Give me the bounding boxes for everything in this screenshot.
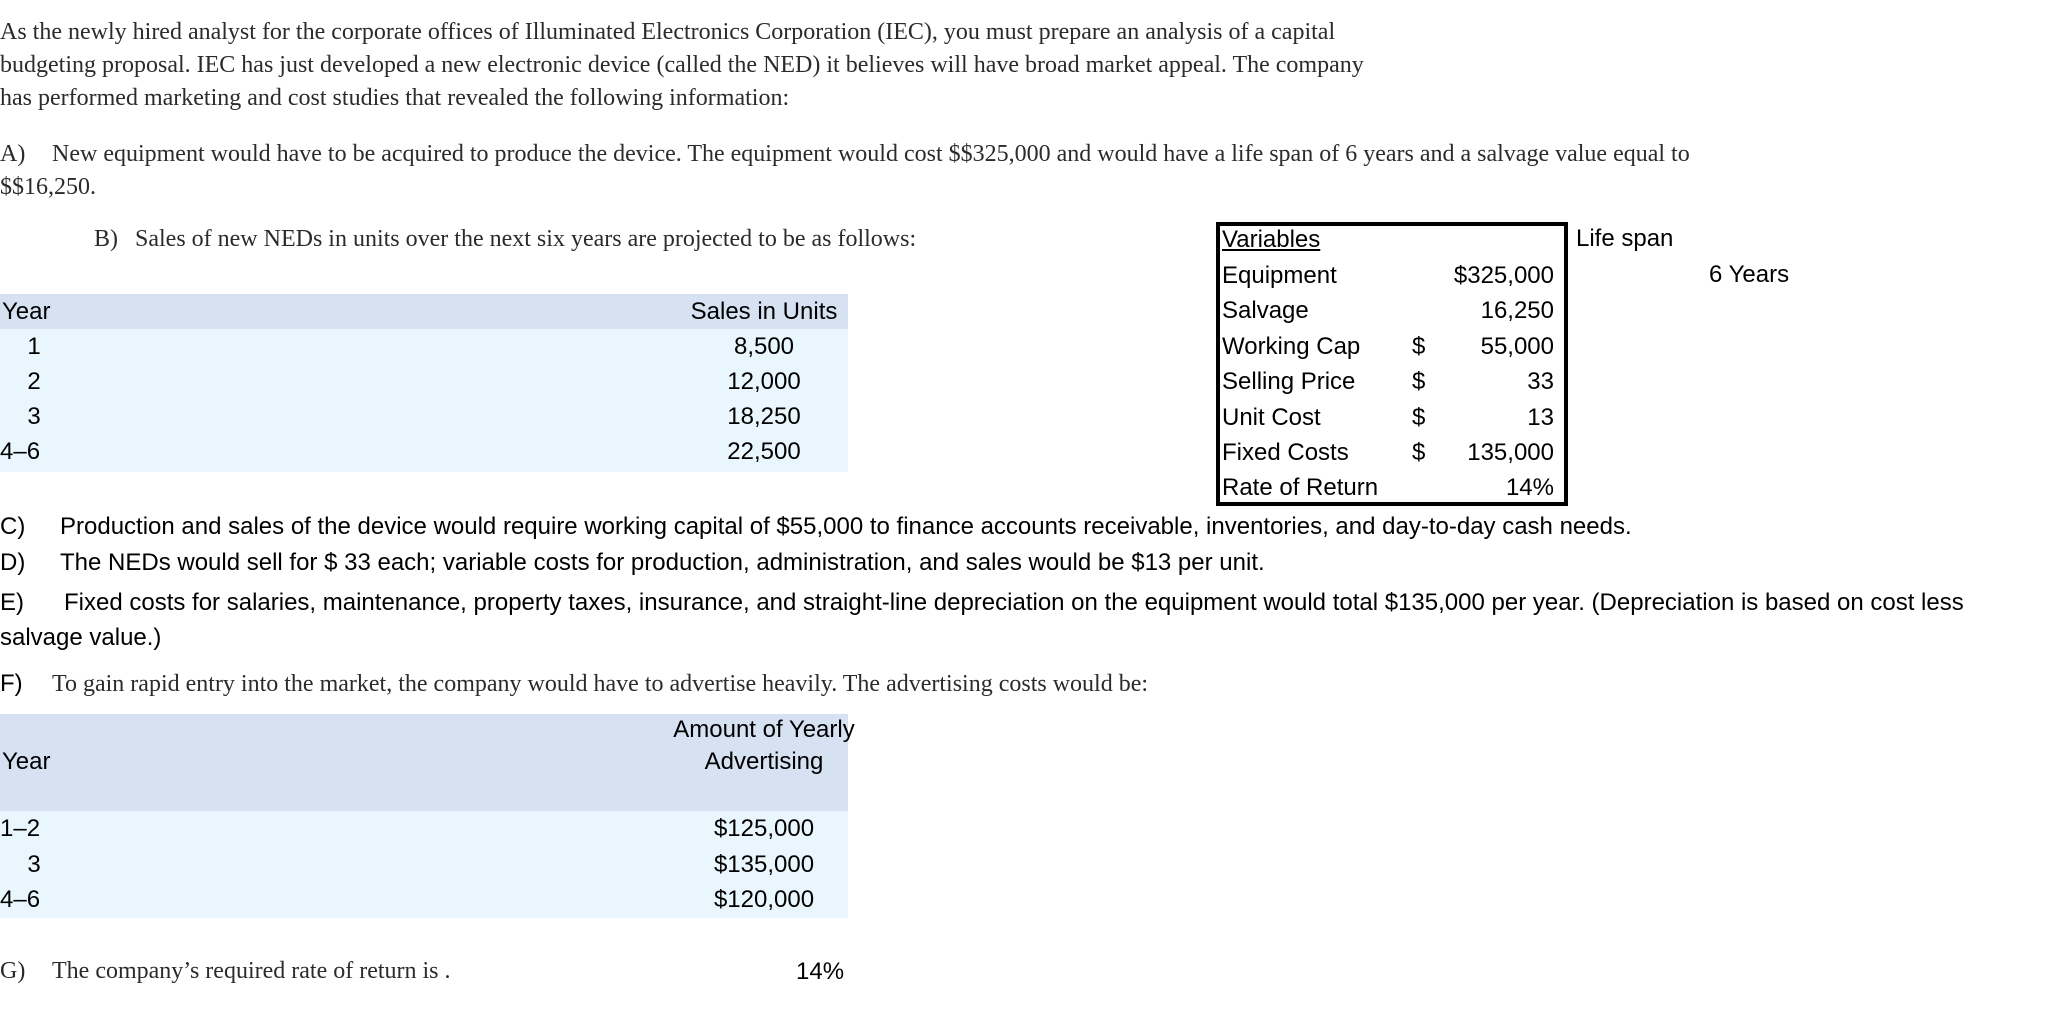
item-b-text: Sales of new NEDs in units over the next six years are projected to be as follows: [135, 226, 917, 252]
variable-name: Working Cap [1222, 333, 1361, 360]
variable-value: 135,000 [1467, 439, 1554, 466]
advertising-amount: $135,000 [713, 851, 815, 878]
item-c-text: Production and sales of the device would require working capital of $55,000 to finance accounts receivable, inventories, and day-to-day cash needs. [60, 513, 1632, 540]
sales-year: 1 [27, 333, 41, 360]
variable-value: 13 [1527, 404, 1554, 431]
sales-units: 8,500 [733, 333, 795, 360]
variable-row [1222, 364, 1562, 399]
advertising-year: 4–6 [0, 886, 41, 913]
item-g-label: G) [0, 958, 26, 984]
variable-value: 16,250 [1480, 297, 1554, 324]
variable-row [1222, 400, 1562, 435]
variable-row [1222, 435, 1562, 470]
variable-name: Rate of Return [1222, 474, 1379, 501]
advertising-header-year: Year [2, 748, 51, 775]
advertising-year: 1–2 [0, 815, 41, 842]
life-span-value: 6 Years [1709, 261, 1790, 288]
item-d-text: The NEDs would sell for $ 33 each; variable costs for production, administration, and sales would be $13 per unit. [60, 549, 1265, 576]
life-span-label: Life span [1576, 225, 1674, 252]
item-c-label: C) [0, 513, 26, 540]
item-f [0, 670, 1148, 698]
variable-row [1222, 470, 1562, 505]
item-e [0, 585, 2048, 655]
variable-name: Fixed Costs [1222, 439, 1349, 466]
item-b-label: B) [94, 226, 118, 252]
required-rate-value: 14% [796, 958, 845, 985]
item-a-label: A) [0, 141, 26, 167]
sales-units: 12,000 [727, 368, 801, 395]
variable-value: 33 [1527, 368, 1554, 395]
variable-row [1222, 258, 1562, 293]
advertising-table-body [0, 811, 848, 918]
sales-year: 2 [27, 368, 41, 395]
sales-units: 22,500 [727, 438, 801, 465]
item-d-label: D) [0, 549, 26, 576]
sales-units: 18,250 [727, 403, 801, 430]
variable-value: 55,000 [1480, 333, 1554, 360]
sales-header-year: Year [2, 298, 51, 325]
advertising-amount: $120,000 [713, 886, 815, 913]
sales-year: 4–6 [0, 438, 41, 465]
variable-row [1222, 329, 1562, 364]
item-f-text: To gain rapid entry into the market, the company would have to advertise heavily. The advertising costs would be: [52, 671, 1149, 697]
sales-year: 3 [27, 403, 41, 430]
item-d [0, 546, 1265, 580]
variables-title: Variables [1222, 226, 1321, 253]
variable-row [1222, 293, 1562, 328]
advertising-year: 3 [27, 851, 41, 878]
variable-name: Salvage [1222, 297, 1309, 324]
variable-dollar: $ [1412, 404, 1426, 431]
item-f-label: F) [0, 670, 23, 697]
variables-title-row [1222, 222, 1562, 257]
sales-table-body [0, 329, 848, 472]
variable-dollar: $ [1412, 368, 1426, 395]
variable-dollar: $ [1412, 439, 1426, 466]
item-g-text: The company’s required rate of return is . [52, 958, 451, 984]
item-e-text: Fixed costs for salaries, maintenance, property taxes, insurance, and straight-line depreciation on the equipment would total $135,000 per year. (Depreciation is based on cost less salvage value.) [0, 589, 1964, 651]
variable-name: Unit Cost [1222, 404, 1321, 431]
advertising-header-amount: Amount of Yearly Advertising [673, 716, 855, 775]
variable-name: Selling Price [1222, 368, 1356, 395]
item-g [0, 958, 451, 985]
variable-value: 14% [1505, 474, 1554, 501]
variable-name: Equipment [1222, 262, 1337, 289]
item-b [94, 226, 916, 253]
item-c [0, 510, 1632, 544]
item-e-label: E) [0, 589, 24, 616]
item-a-text: New equipment would have to be acquired to produce the device. The equipment would cost $$325,000 and would have a life span of 6 years and a salvage value equal to $$16,250. [0, 141, 1690, 200]
sales-header-units: Sales in Units [690, 298, 838, 325]
sales-table-header [0, 294, 848, 329]
variable-value: $325,000 [1453, 262, 1554, 289]
advertising-amount: $125,000 [713, 815, 815, 842]
variable-dollar: $ [1412, 333, 1426, 360]
item-a [0, 138, 1700, 204]
intro-paragraph: As the newly hired analyst for the corporate offices of Illuminated Electronics Corporation (IEC), you must prepare an analysis of a capital budgeting proposal. IEC has just developed a new electronic device (called the NED) it believes will have broad market appeal. The company has performed marketing and cost studies that revealed the following information: [0, 19, 1364, 111]
